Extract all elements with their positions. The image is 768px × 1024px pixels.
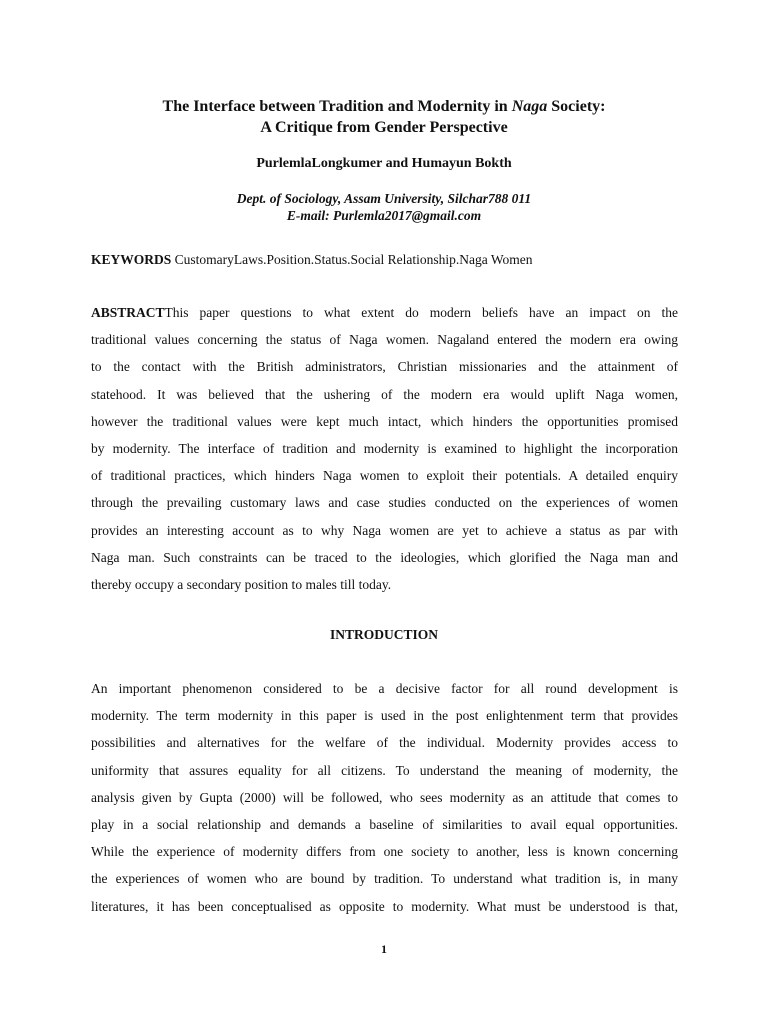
- intro-line: uniformity that assures equality for all citizens. To understand the meaning of modernity, the: [91, 762, 678, 778]
- paper-title-line-2: A Critique from Gender Perspective: [260, 119, 508, 136]
- paper-title-line-1: [60, 96, 708, 118]
- title-text-after: Society:: [547, 98, 606, 115]
- intro-line: An important phenomenon considered to be a decisive factor for all round development is: [91, 681, 678, 696]
- intro-line: the experiences of women who are bound by tradition. To understand what tradition is, in many: [91, 871, 678, 887]
- intro-line: play in a social relationship and demands a baseline of similarities to avail equal opportunities.: [91, 816, 678, 832]
- keywords: [91, 251, 691, 269]
- intro-line: modernity. The term modernity in this paper is used in the post enlightenment term that provides: [91, 708, 678, 724]
- keywords-label: KEYWORDS: [91, 252, 172, 267]
- section-heading-introduction: INTRODUCTION: [329, 627, 438, 642]
- abstract-line: Naga man. Such constraints can be traced to the ideologies, which glorified the Naga man and: [91, 549, 678, 565]
- abstract-line: to the contact with the British administrators, Christian missionaries and the attainment of: [91, 359, 678, 375]
- abstract-line: by modernity. The interface of tradition and modernity is examined to highlight the incorporation: [91, 440, 678, 456]
- abstract-paragraph: [91, 304, 678, 603]
- affiliation-dept: Dept. of Sociology, Assam University, Silchar788 011: [236, 191, 532, 206]
- introduction-paragraph: [91, 680, 678, 925]
- affiliation-email: E-mail: Purlemla2017@gmail.com: [286, 208, 482, 223]
- abstract-line: however the traditional values were kept much intact, which hinders the opportunities promised: [91, 413, 678, 429]
- title-text-before: The Interface between Tradition and Modernity in: [162, 98, 512, 115]
- intro-line: analysis given by Gupta (2000) will be followed, who sees modernity as an attitude that comes to: [91, 789, 678, 805]
- abstract-label: ABSTRACT: [91, 305, 165, 320]
- title-italic-naga: Naga: [511, 98, 548, 115]
- page-number: 1: [381, 942, 387, 956]
- abstract-line: [91, 304, 678, 331]
- abstract-line: through the prevailing customary laws and case studies conducted on the experiences of women: [91, 495, 678, 511]
- intro-line: possibilities and alternatives for the welfare of the individual. Modernity provides access to: [91, 735, 678, 751]
- abstract-line: of traditional practices, which hinders Naga women to exploit their potentials. A detailed enquiry: [91, 468, 678, 484]
- keywords-text: CustomaryLaws.Position.Status.Social Relationship.Naga Women: [171, 252, 533, 267]
- abstract-line: provides an interesting account as to why Naga women are yet to achieve a status as par with: [91, 522, 678, 538]
- intro-line: While the experience of modernity differs from one society to another, less is known concerning: [91, 844, 678, 860]
- abstract-line: statehood. It was believed that the ushering of the modern era would uplift Naga women,: [91, 386, 678, 402]
- abstract-line: traditional values concerning the status of Naga women. Nagaland entered the modern era owing: [91, 332, 678, 348]
- abstract-line: thereby occupy a secondary position to males till today.: [91, 576, 392, 592]
- abstract-line-text: This paper questions to what extent do modern beliefs have an impact on the: [164, 305, 678, 320]
- authors: PurlemlaLongkumer and Humayun Bokth: [256, 156, 512, 171]
- intro-line: literatures, it has been conceptualised as opposite to modernity. What must be understood is that,: [91, 898, 678, 914]
